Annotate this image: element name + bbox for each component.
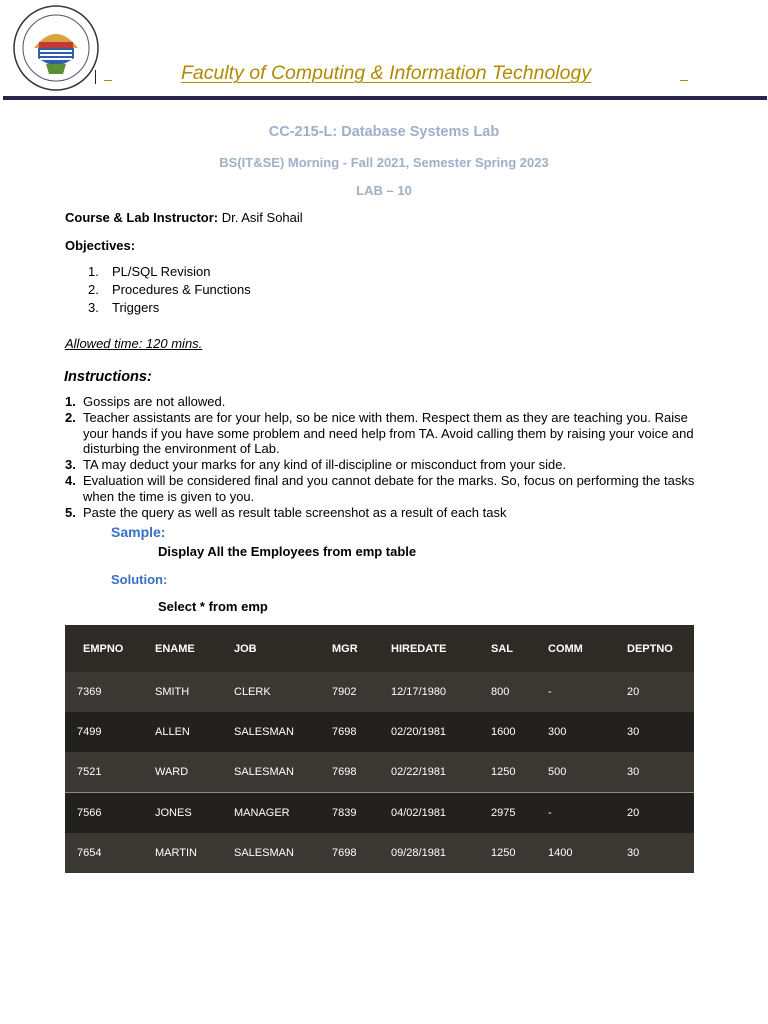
instruction-text: Paste the query as well as result table screenshot as a result of each task	[83, 504, 507, 520]
solution-label: Solution:	[111, 572, 168, 587]
instruction-item	[65, 473, 705, 505]
instruction-number: 4.	[65, 472, 76, 488]
cell-hiredate: 02/20/1981	[379, 712, 479, 752]
instructor-label: Course & Lab Instructor:	[65, 210, 219, 225]
column-header-deptno: DEPTNO	[615, 625, 694, 672]
objective-text: Triggers	[112, 300, 160, 315]
cell-job: SALESMAN	[222, 833, 320, 873]
cell-empno: 7521	[65, 752, 143, 793]
result-table-container	[65, 625, 694, 873]
cell-job: SALESMAN	[222, 712, 320, 752]
cell-ename: WARD	[143, 752, 222, 793]
cell-sal: 1250	[479, 833, 536, 873]
cell-empno: 7369	[65, 672, 143, 712]
instruction-text: Evaluation will be considered final and you cannot debate for the marks. So, focus on performing the tasks when the time is given to you.	[83, 472, 695, 504]
header-underline-left	[104, 80, 112, 81]
cell-hiredate: 02/22/1981	[379, 752, 479, 793]
cell-comm: 500	[536, 752, 615, 793]
cell-ename: SMITH	[143, 672, 222, 712]
objective-item	[88, 264, 251, 282]
header-bar	[3, 96, 767, 100]
cell-mgr: 7698	[320, 752, 379, 793]
sample-label: Sample:	[111, 524, 166, 540]
column-header-comm: COMM	[536, 625, 615, 672]
instructor-line	[65, 210, 303, 225]
cell-ename: JONES	[143, 793, 222, 834]
column-header-job: JOB	[222, 625, 320, 672]
allowed-time: Allowed time: 120 mins.	[65, 336, 203, 351]
objective-text: PL/SQL Revision	[112, 264, 211, 279]
cell-hiredate: 09/28/1981	[379, 833, 479, 873]
sample-text: Display All the Employees from emp table	[158, 544, 417, 559]
instruction-item	[65, 457, 705, 473]
faculty-title: Faculty of Computing & Information Technology	[181, 62, 592, 84]
instruction-text: TA may deduct your marks for any kind of ill-discipline or misconduct from your side.	[83, 457, 567, 473]
column-header-sal: SAL	[479, 625, 536, 672]
objective-number: 1.	[88, 264, 99, 279]
instruction-number: 5.	[65, 504, 76, 520]
instructions-list	[65, 394, 705, 520]
header-underline-right	[680, 80, 688, 81]
cell-job: SALESMAN	[222, 752, 320, 793]
table-row	[65, 752, 694, 793]
cell-deptno: 20	[615, 672, 694, 712]
cell-deptno: 30	[615, 752, 694, 793]
lab-number: LAB – 10	[356, 183, 412, 198]
cell-sal: 800	[479, 672, 536, 712]
objective-number: 3.	[88, 300, 99, 315]
objective-text: Procedures & Functions	[112, 282, 251, 297]
instruction-number: 1.	[65, 394, 76, 409]
course-title: CC-215-L: Database Systems Lab	[268, 124, 500, 140]
column-header-hiredate: HIREDATE	[379, 625, 479, 672]
cell-deptno: 20	[615, 793, 694, 834]
instruction-item	[65, 394, 705, 410]
instructions-heading: Instructions:	[64, 369, 152, 385]
column-header-ename: ENAME	[143, 625, 222, 672]
cell-deptno: 30	[615, 712, 694, 752]
emp-table	[65, 625, 694, 873]
table-row	[65, 672, 694, 712]
cell-mgr: 7698	[320, 712, 379, 752]
cell-ename: ALLEN	[143, 712, 222, 752]
table-header-row	[65, 625, 694, 672]
instruction-number: 3.	[65, 457, 76, 473]
cell-mgr: 7839	[320, 793, 379, 834]
cell-comm: -	[536, 793, 615, 834]
cell-empno: 7566	[65, 793, 143, 834]
objective-number: 2.	[88, 282, 99, 297]
table-row	[65, 793, 694, 834]
cell-sal: 1250	[479, 752, 536, 793]
cell-hiredate: 12/17/1980	[379, 672, 479, 712]
objectives-heading: Objectives:	[65, 238, 136, 253]
cell-comm: 1400	[536, 833, 615, 873]
objective-item	[88, 300, 251, 318]
cell-hiredate: 04/02/1981	[379, 793, 479, 834]
cell-sal: 1600	[479, 712, 536, 752]
university-crest-icon	[12, 2, 100, 94]
table-row	[65, 833, 694, 873]
cell-mgr: 7902	[320, 672, 379, 712]
cell-empno: 7499	[65, 712, 143, 752]
cell-deptno: 30	[615, 833, 694, 873]
program-line: BS(IT&SE) Morning - Fall 2021, Semester Spring 2023	[219, 155, 549, 170]
solution-query: Select * from emp	[158, 599, 268, 614]
header-divider	[95, 70, 96, 84]
instruction-text: Gossips are not allowed.	[83, 394, 226, 409]
cell-empno: 7654	[65, 833, 143, 873]
cell-ename: MARTIN	[143, 833, 222, 873]
instruction-number: 2.	[65, 409, 76, 425]
column-header-mgr: MGR	[320, 625, 379, 672]
instruction-text: Teacher assistants are for your help, so be nice with them. Respect them as they are teaching you. Raise your hands if you have some problem and need help from TA. Avoid calling them by raising your voice and disturbing the environment of Lab.	[83, 409, 694, 457]
cell-comm: -	[536, 672, 615, 712]
column-header-empno: EMPNO	[65, 625, 143, 672]
cell-comm: 300	[536, 712, 615, 752]
instruction-item	[65, 505, 705, 521]
cell-job: MANAGER	[222, 793, 320, 834]
objectives-list	[88, 264, 251, 318]
cell-job: CLERK	[222, 672, 320, 712]
table-row	[65, 712, 694, 752]
instructor-name: Dr. Asif Sohail	[218, 210, 303, 225]
cell-sal: 2975	[479, 793, 536, 834]
cell-mgr: 7698	[320, 833, 379, 873]
instruction-item	[65, 410, 705, 457]
objective-item	[88, 282, 251, 300]
